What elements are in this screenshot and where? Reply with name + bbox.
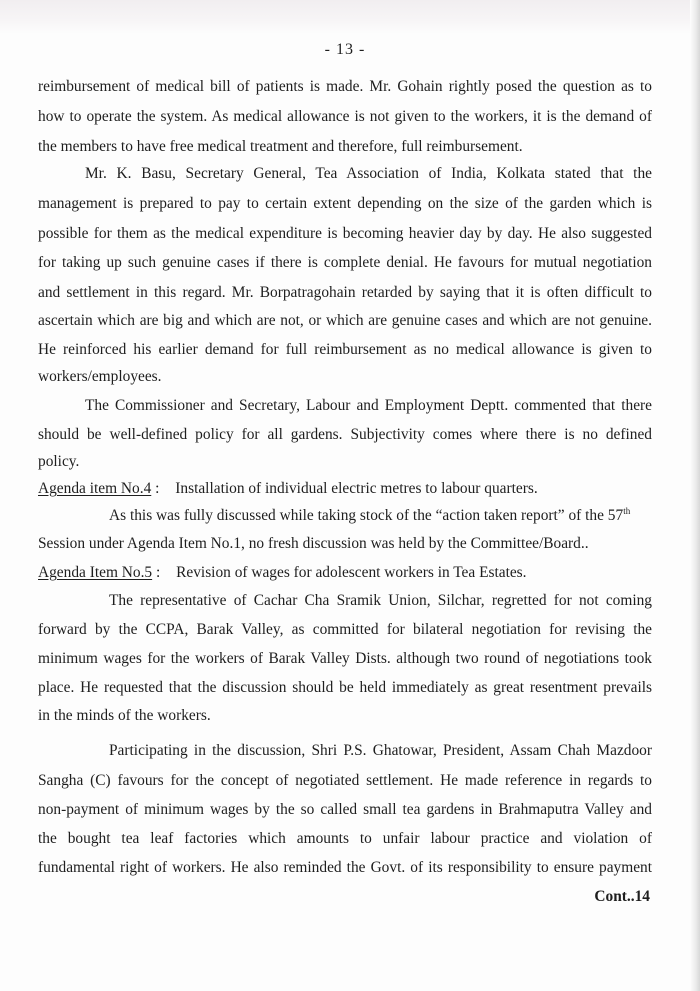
text-line: management is prepared to pay to certain extent depending on the size of the garden which is <box>38 195 652 212</box>
text-line: how to operate the system. As medical allowance is not given to the workers, it is the demand of <box>38 108 652 125</box>
scan-shadow-right <box>690 0 700 991</box>
text-line: The representative of Cachar Cha Sramik Union, Silchar, regretted for not coming <box>109 592 652 609</box>
agenda-item-4-title: Installation of individual electric metres to labour quarters. <box>175 480 538 497</box>
agenda-item-5-colon: : <box>155 564 161 581</box>
text-line: minimum wages for the workers of Barak Valley Dists. although two round of negotiations took <box>38 650 652 667</box>
text-line: the bought tea leaf factories which amounts to unfair labour practice and violation of <box>38 830 652 847</box>
agenda-item-5-heading <box>38 563 652 583</box>
text-line: reimbursement of medical bill of patients is made. Mr. Gohain rightly posed the question as to <box>38 78 652 95</box>
agenda-item-4-heading <box>38 479 652 499</box>
scan-shadow-top <box>0 0 700 34</box>
text-line: and settlement in this regard. Mr. Borpatragohain retarded by saying that it is often difficult to <box>38 284 652 301</box>
text-line: for taking up such genuine cases if there is complete denial. He favours for mutual negotiation <box>38 254 652 271</box>
text-line: He reinforced his earlier demand for full reimbursement as no medical allowance is given to <box>38 341 652 358</box>
text-line: policy. <box>38 453 80 470</box>
text-line: in the minds of the workers. <box>38 707 211 724</box>
ordinal-suffix: th <box>623 505 631 516</box>
text-line: Session under Agenda Item No.1, no fresh discussion was held by the Committee/Board.. <box>38 535 589 552</box>
page-number: - 13 - <box>324 41 366 58</box>
text-line: the members to have free medical treatment and therefore, full reimbursement. <box>38 138 523 155</box>
text-line: place. He requested that the discussion should be held immediately as great resentment prevails <box>38 679 652 696</box>
text-line: Sangha (C) favours for the concept of negotiated settlement. He made reference in regards to <box>38 772 652 789</box>
text-line: forward by the CCPA, Barak Valley, as committed for bilateral negotiation for revising the <box>38 621 652 638</box>
text-line: ascertain which are big and which are not, or which are genuine cases and which are not genuine. <box>38 312 652 329</box>
text-line: fundamental right of workers. He also reminded the Govt. of its responsibility to ensure payment <box>38 859 652 876</box>
text-line <box>38 506 652 526</box>
text-line: workers/employees. <box>38 368 162 385</box>
agenda-item-4-label: Agenda item No.4 <box>38 480 152 497</box>
text-line: Mr. K. Basu, Secretary General, Tea Association of India, Kolkata stated that the <box>85 165 652 182</box>
agenda-item-5-label: Agenda Item No.5 <box>38 564 153 581</box>
text-line: should be well-defined policy for all gardens. Subjectivity comes where there is no defined <box>38 426 652 443</box>
continuation-marker: Cont..14 <box>594 888 650 905</box>
text-line: non-payment of minimum wages by the so called small tea gardens in Brahmaputra Valley and <box>38 801 652 818</box>
text-line: The Commissioner and Secretary, Labour and Employment Deptt. commented that there <box>85 397 652 414</box>
agenda-item-4-colon: : <box>155 480 160 497</box>
text-line: Participating in the discussion, Shri P.S. Ghatowar, President, Assam Chah Mazdoor <box>109 742 652 759</box>
agenda-item-4-discussion: As this was fully discussed while taking stock of the “action taken report” of the 57 <box>109 507 624 524</box>
agenda-item-5-title: Revision of wages for adolescent workers in Tea Estates. <box>176 564 527 581</box>
text-line: possible for them as the medical expenditure is becoming heavier day by day. He also suggested <box>38 225 652 242</box>
